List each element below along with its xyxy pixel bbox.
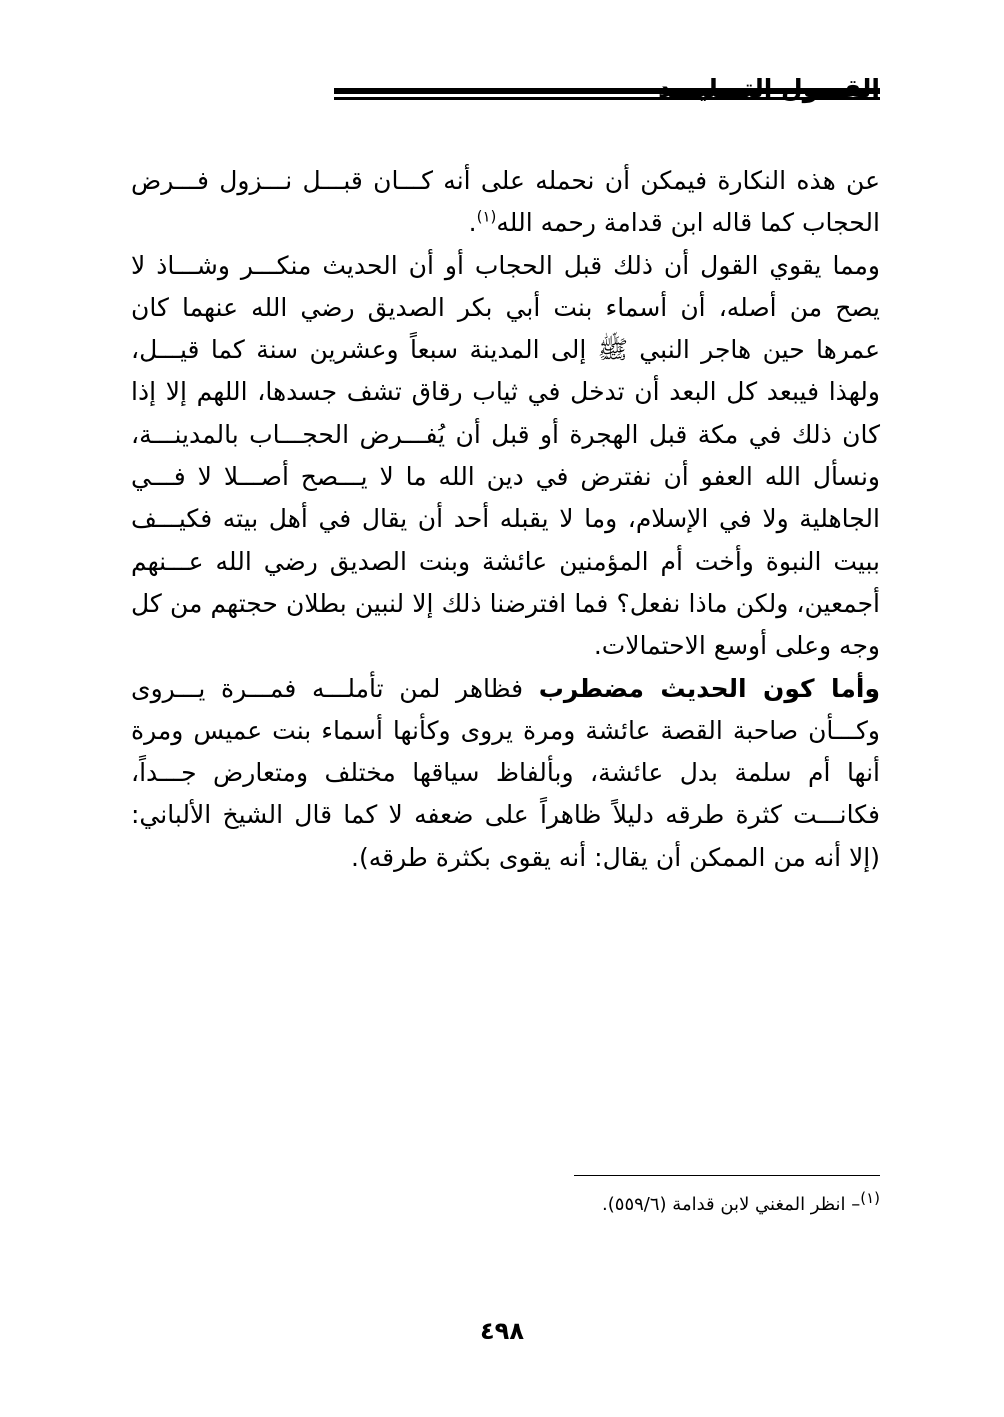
paragraph-3-text: فظاهر لمن تأملـــه فمـــرة يـــروى وكـــأن صاحبة القصة عائشة ومرة يروى وكأنها أسماء بنت عميس ومرة أنها أم سلمة بدل عائشة، وبألفاظ سياقها مختلف ومتعارض جـــداً، فكانـــت كثرة طرقه دليلاً ظاهراً على ضعفه لا كما قال الشيخ الألباني: (إلا أنه من الممكن أن يقال: أنه يقوى بكثرة طرقه). — [131, 673, 880, 872]
running-header — [122, 72, 880, 112]
paragraph-1 — [131, 160, 880, 245]
header-rule — [334, 88, 880, 100]
footnote-separator — [574, 1175, 880, 1176]
paragraph-3 — [131, 668, 880, 879]
paragraph-2-text: ومما يقوي القول أن ذلك قبل الحجاب أو أن الحديث منكـــر وشـــاذ لا يصح من أصله، أن أسماء بنت أبي بكر الصديق رضي الله عنهما كان عمرها حين هاجر النبي ﷺ إلى المدينة سبعاً وعشرين سنة كما قيـــل، ولهذا فيبعد كل البعد أن تدخل في ثياب رقاق تشف جسدها، اللهم إلا إذا كان ذلك في مكة قبل الهجرة أو قبل أن يُفـــرض الحجـــاب بالمدينـــة، ونسأل الله العفو أن نفترض في دين الله ما لا يـــصح أصـــلا لا فـــي الجاهلية ولا في الإسلام، وما لا يقبله أحد أن يقال في أهل بيته فكيـــف ببيت النبوة وأخت أم المؤمنين عائشة وبنت الصديق رضي الله عـــنهم أجمعين، ولكن ماذا نفعل؟ فما افترضنا ذلك إلا لنبين بطلان حجتهم من كل وجه وعلى أوسع الاحتمالات. — [131, 250, 880, 661]
paragraph-2 — [131, 245, 880, 668]
paragraph-1-tail: . — [468, 208, 477, 238]
paragraph-3-bold-lead: وأما كون الحديث مضطرب — [538, 673, 881, 703]
footnote-text: – انظر المغني لابن قدامة (٥٥٩/٦). — [602, 1194, 861, 1215]
footnote-reference[interactable]: (١) — [476, 207, 497, 226]
footnote-marker: (١) — [860, 1189, 880, 1207]
header-title: القـــول التـــليـــد — [658, 74, 880, 103]
footnote — [602, 1189, 880, 1215]
paragraph-1-text: عن هذه النكارة فيمكن أن نحمله على أنه كـــان قبـــل نـــزول فـــرض الحجاب كما قاله ابن قدامة رحمه الله — [131, 166, 880, 238]
page-number: ٤٩٨ — [480, 1317, 524, 1345]
body-text — [131, 160, 880, 879]
